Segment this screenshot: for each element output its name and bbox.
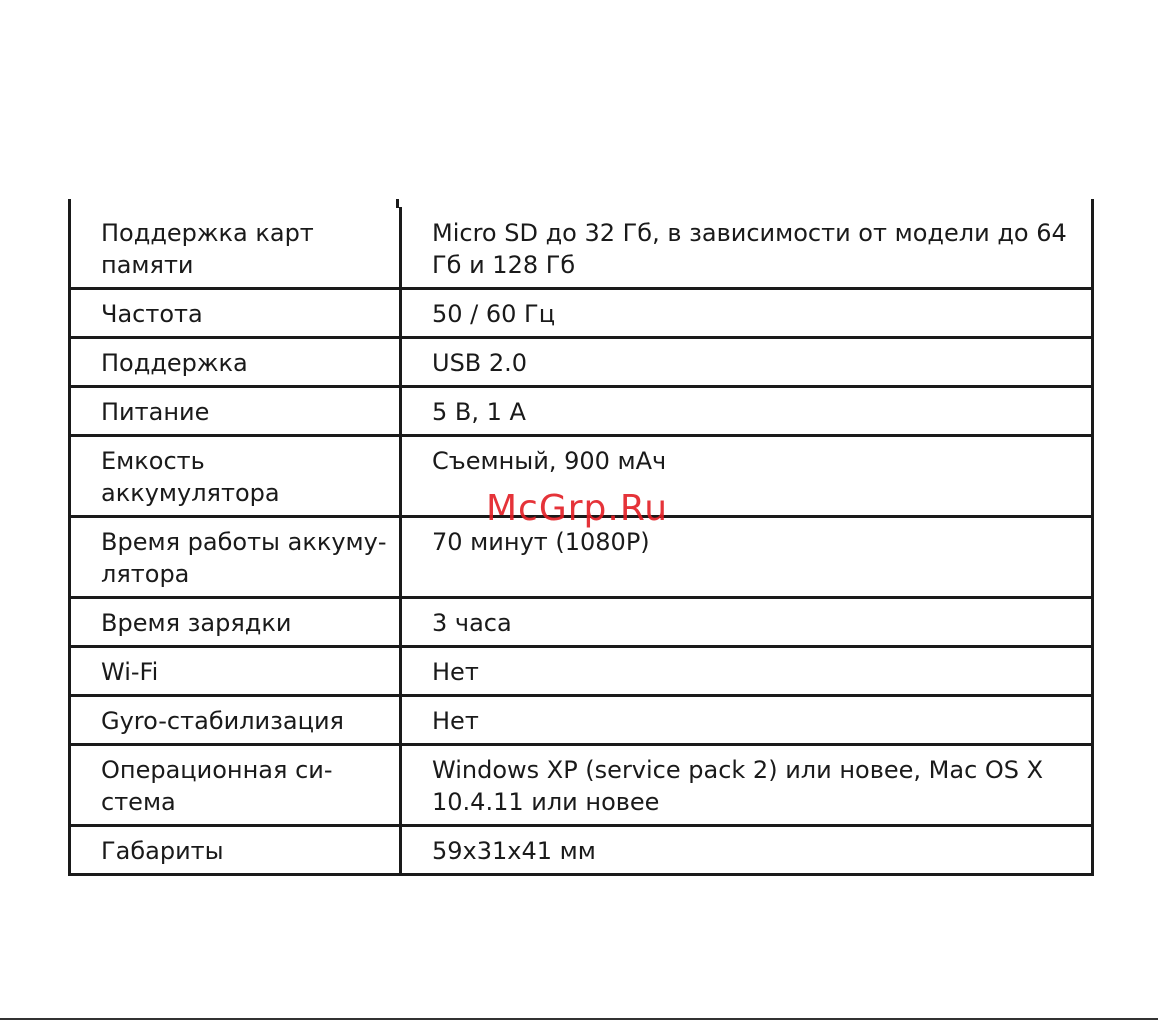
spec-value: 5 В, 1 А	[401, 387, 1093, 436]
table-row	[70, 826, 1093, 875]
spec-value: Micro SD до 32 Гб, в зависимости от модели до 64 Гб и 128 Гб	[401, 207, 1093, 289]
table-row	[70, 207, 1093, 289]
table-row	[70, 696, 1093, 745]
spec-value: Нет	[401, 696, 1093, 745]
table-row	[70, 289, 1093, 338]
table-row	[70, 598, 1093, 647]
spec-label: Операционная си-стема	[70, 745, 401, 826]
table-row	[70, 338, 1093, 387]
spec-label: Wi-Fi	[70, 647, 401, 696]
page-divider	[0, 1018, 1158, 1020]
spec-value: USB 2.0	[401, 338, 1093, 387]
table-row	[70, 387, 1093, 436]
spec-label: Время работы аккуму-лятора	[70, 517, 401, 598]
spec-label: Частота	[70, 289, 401, 338]
spec-label: Поддержка карт памяти	[70, 207, 401, 289]
spec-value: 3 часа	[401, 598, 1093, 647]
spec-label: Поддержка	[70, 338, 401, 387]
spec-value: 59x31x41 мм	[401, 826, 1093, 875]
spec-value: Нет	[401, 647, 1093, 696]
spec-label: Время зарядки	[70, 598, 401, 647]
spec-value: Съемный, 900 мАч	[401, 436, 1093, 517]
watermark: McGrp.Ru	[486, 488, 669, 529]
table-row	[70, 647, 1093, 696]
spec-value: 70 минут (1080P)	[401, 517, 1093, 598]
spec-label: Габариты	[70, 826, 401, 875]
spec-value: 50 / 60 Гц	[401, 289, 1093, 338]
spec-label: Питание	[70, 387, 401, 436]
spec-value: Windows XP (service pack 2) или новее, Mac OS X 10.4.11 или новее	[401, 745, 1093, 826]
spec-label: Емкость аккумулятора	[70, 436, 401, 517]
spec-label: Gyro-стабилизация	[70, 696, 401, 745]
table-row	[70, 745, 1093, 826]
specs-table	[68, 207, 1094, 876]
